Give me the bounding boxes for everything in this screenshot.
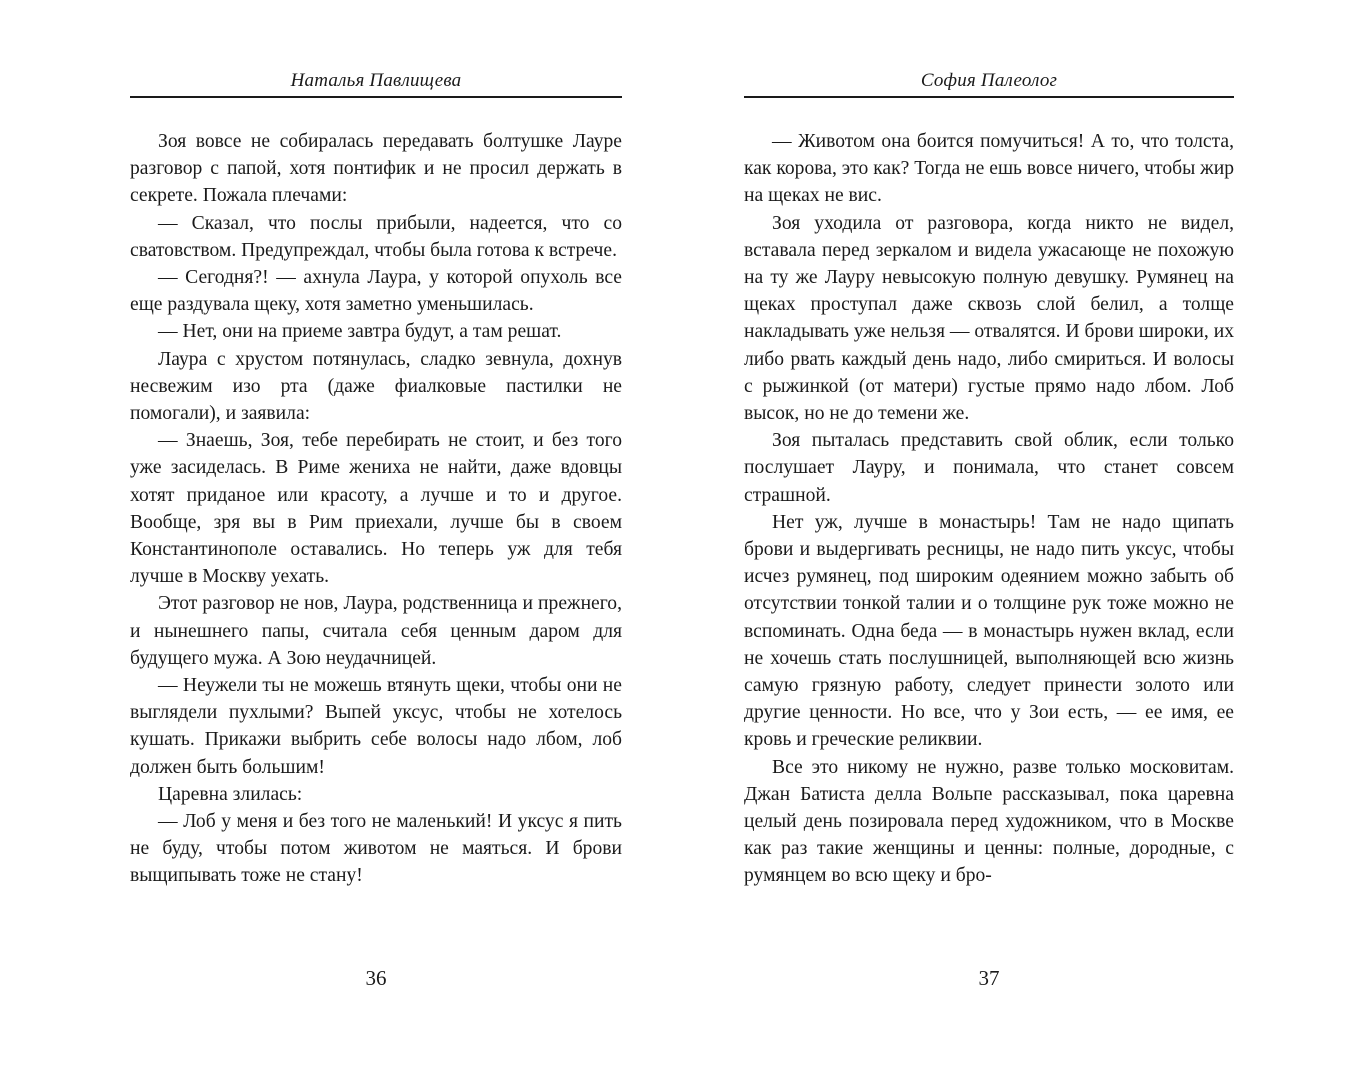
running-head-title: София Палеолог	[920, 70, 1058, 91]
paragraph: Зоя уходила от разговора, когда никто не видел, вставала перед зеркалом и видела ужасающе не похожую на ту же Лауру невысокую полную девушку. Румянец на щеках проступал даже сквозь слой белил, а толще накладывать уже нельзя — отвалятся. И брови широки, их либо рвать каждый день надо, либо смириться. И волосы с рыжинкой (от матери) густые прямо надо лбом. Лоб высок, но не до темени же.	[744, 212, 1234, 425]
paragraph: Царевна злилась:	[158, 783, 303, 805]
paragraph: — Неужели ты не можешь втянуть щеки, чтобы они не выглядели пухлыми? Выпей уксус, чтобы не хотелось кушать. Прикажи выбрить себе волосы надо лбом, лоб должен быть большим!	[130, 675, 622, 778]
paragraph: Этот разговор не нов, Лаура, родственница и прежнего, и нынешнего папы, считала себя ценным даром для будущего мужа. А Зою неудачницей.	[130, 593, 622, 669]
paragraph: Зоя вовсе не собиралась передавать болтушке Лауре разговор с папой, хотя понтифик и не просил держать в секрете. Пожала плечами:	[130, 131, 622, 207]
page-number: 37	[978, 966, 1000, 990]
paragraph: Все это никому не нужно, разве только московитам. Джан Батиста делла Вольпе рассказывал, пока царевна целый день позировала перед художником, что в Москве как раз такие женщины и ценны: полные, дородные, с румянцем во всю щеку и бро-	[744, 756, 1234, 887]
running-head-author: Наталья Павлищева	[290, 70, 462, 91]
left-page	[0, 0, 678, 1080]
header-rule	[130, 96, 622, 98]
right-page	[678, 0, 1357, 1080]
page-number: 36	[365, 966, 387, 990]
header-rule	[744, 96, 1234, 98]
paragraph: — Сегодня?! — ахнула Лаура, у которой опухоль все еще раздувала щеку, хотя заметно уменьшилась.	[130, 267, 622, 316]
paragraph: — Знаешь, Зоя, тебе перебирать не стоит, и без того уже засиделась. В Риме жениха не найти, даже вдовцы хотят приданое или красоту, а лучше и то и другое. Вообще, зря вы в Рим приехали, лучше бы в своем Константинополе оставались. Но теперь уж для тебя лучше в Москву уехать.	[130, 430, 622, 588]
paragraph: — Лоб у меня и без того не маленький! И уксус я пить не буду, чтобы потом животом не маяться. И брови выщипывать тоже не стану!	[130, 811, 622, 887]
paragraph: — Нет, они на приеме завтра будут, а там решат.	[158, 321, 562, 343]
paragraph: Лаура с хрустом потянулась, сладко зевнула, дохнув несвежим изо рта (даже фиалковые пастилки не помогали), и заявила:	[130, 348, 622, 425]
paragraph: Зоя пыталась представить свой облик, если только послушает Лауру, и понимала, что станет совсем страшной.	[744, 430, 1234, 506]
paragraph: — Сказал, что послы прибыли, надеется, что со сватовством. Предупреждал, чтобы была готова к встрече.	[130, 212, 622, 261]
paragraph: — Животом она боится помучиться! А то, что толста, как корова, это как? Тогда не ешь вовсе ничего, чтобы жир на щеках не вис.	[744, 131, 1234, 207]
body-text	[130, 128, 622, 890]
body-text	[744, 128, 1234, 890]
paragraph: Нет уж, лучше в монастырь! Там не надо щипать брови и выдергивать ресницы, не надо пить уксус, чтобы исчез румянец, под широким одеянием можно забыть об отсутствии тонкой талии и о толщине рук тоже можно не вспоминать. Одна беда — в монастырь нужен вклад, если не хочешь стать послушницей, выполняющей всю жизнь самую грязную работу, следует принести золото или другие ценности. Но все, что у Зои есть, — ее имя, ее кровь и греческие реликвии.	[744, 511, 1234, 751]
